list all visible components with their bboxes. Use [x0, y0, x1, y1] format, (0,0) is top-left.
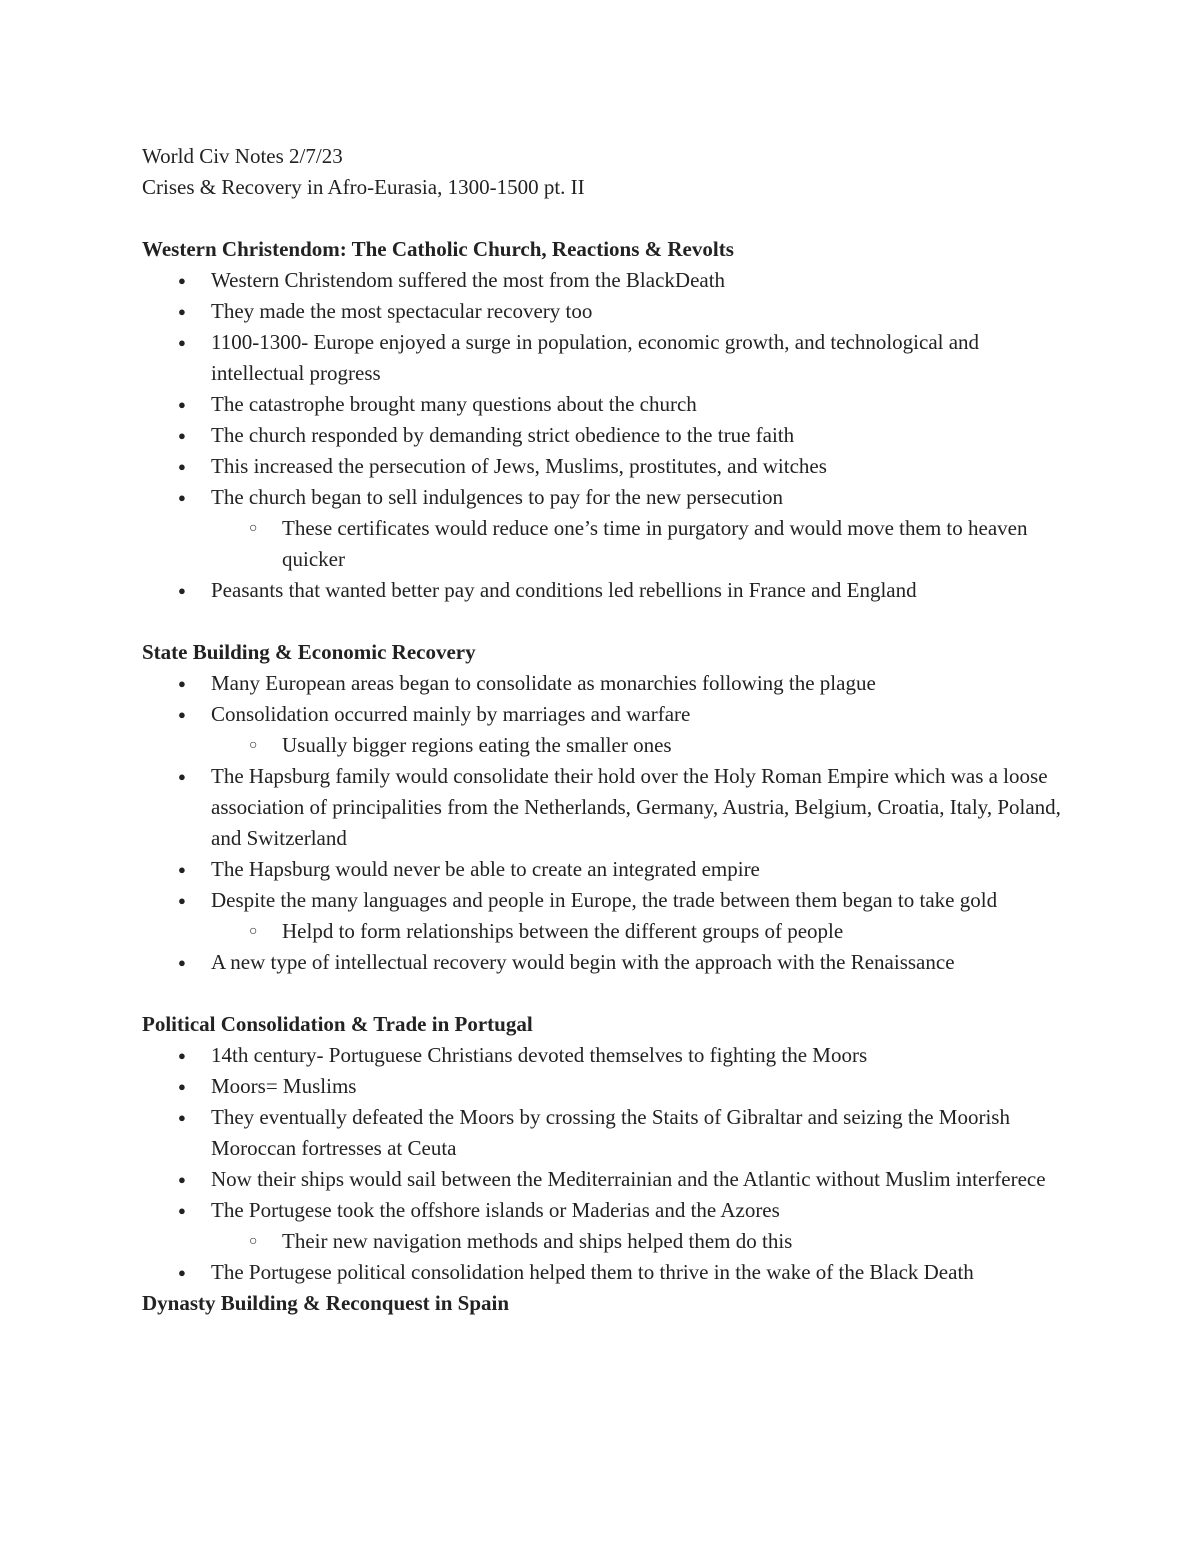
bullet-text: The Portugese political consolidation helped them to thrive in the wake of the Black Death [211, 1260, 974, 1284]
sub-bullet-item [211, 513, 1062, 575]
bullet-text: Moors= Muslims [211, 1074, 357, 1098]
bullet-item [142, 1164, 1062, 1195]
bullet-text: Peasants that wanted better pay and conditions led rebellions in France and England [211, 578, 917, 602]
bullet-text: The church responded by demanding strict obedience to the true faith [211, 423, 795, 447]
bullet-list [142, 668, 1062, 978]
bullet-item [142, 1195, 1062, 1257]
sub-bullet-item [211, 916, 1062, 947]
bullet-item [142, 389, 1062, 420]
spacer [142, 203, 1062, 234]
bullet-item [142, 327, 1062, 389]
bullet-item [142, 420, 1062, 451]
bullet-list [142, 265, 1062, 606]
section-heading: Political Consolidation & Trade in Portugal [142, 1012, 533, 1036]
section-heading: Western Christendom: The Catholic Church, Reactions & Revolts [142, 237, 734, 261]
spacer [142, 978, 1062, 1009]
sub-bullet-text: Usually bigger regions eating the smaller ones [282, 733, 672, 757]
bullet-item [142, 699, 1062, 761]
bullet-item [142, 854, 1062, 885]
bullet-item [142, 1071, 1062, 1102]
page-subtitle: Crises & Recovery in Afro-Eurasia, 1300-1500 pt. II [142, 175, 585, 199]
bullet-text: The Hapsburg would never be able to create an integrated empire [211, 857, 760, 881]
document-content [142, 141, 1062, 1319]
bullet-item [142, 451, 1062, 482]
bullet-text: Now their ships would sail between the Mediterrainian and the Atlantic without Muslim interferece [211, 1167, 1046, 1191]
sub-bullet-list [142, 1226, 1062, 1257]
bullet-text: Consolidation occurred mainly by marriages and warfare [211, 702, 691, 726]
bullet-text: Many European areas began to consolidate as monarchies following the plague [211, 671, 876, 695]
sub-bullet-text: Helpd to form relationships between the different groups of people [282, 919, 844, 943]
bullet-text: Western Christendom suffered the most from the BlackDeath [211, 268, 726, 292]
sub-bullet-item [211, 1226, 1062, 1257]
bullet-text: The Hapsburg family would consolidate their hold over the Holy Roman Empire which was a loose association of principalities from the Netherlands, Germany, Austria, Belgium, Croatia, Italy, Poland, and Switzerland [211, 764, 1061, 850]
notes-body [142, 234, 1062, 1319]
bullet-item [142, 761, 1062, 854]
bullet-text: They eventually defeated the Moors by crossing the Staits of Gibraltar and seizing the Moorish Moroccan fortresses at Ceuta [211, 1105, 1010, 1160]
bullet-item [142, 885, 1062, 947]
section-heading: Dynasty Building & Reconquest in Spain [142, 1291, 510, 1315]
bullet-text: 1100-1300- Europe enjoyed a surge in population, economic growth, and technological and intellectual progress [211, 330, 980, 385]
bullet-text: The church began to sell indulgences to pay for the new persecution [211, 485, 784, 509]
bullet-text: 14th century- Portuguese Christians devoted themselves to fighting the Moors [211, 1043, 868, 1067]
bullet-item [142, 668, 1062, 699]
sub-bullet-text: Their new navigation methods and ships helped them do this [282, 1229, 793, 1253]
sub-bullet-item [211, 730, 1062, 761]
bullet-item [142, 265, 1062, 296]
bullet-text: Despite the many languages and people in Europe, the trade between them began to take gold [211, 888, 998, 912]
bullet-item [142, 296, 1062, 327]
bullet-item [142, 1257, 1062, 1288]
bullet-text: The Portugese took the offshore islands or Maderias and the Azores [211, 1198, 780, 1222]
page-title: World Civ Notes 2/7/23 [142, 144, 343, 168]
bullet-item [142, 575, 1062, 606]
bullet-text: A new type of intellectual recovery would begin with the approach with the Renaissance [211, 950, 955, 974]
bullet-item [142, 947, 1062, 978]
bullet-text: This increased the persecution of Jews, Muslims, prostitutes, and witches [211, 454, 827, 478]
sub-bullet-list [142, 730, 1062, 761]
bullet-item [142, 1102, 1062, 1164]
spacer [142, 606, 1062, 637]
bullet-item [142, 1040, 1062, 1071]
sub-bullet-list [142, 513, 1062, 575]
bullet-text: The catastrophe brought many questions about the church [211, 392, 697, 416]
bullet-item [142, 482, 1062, 575]
sub-bullet-text: These certificates would reduce one’s time in purgatory and would move them to heaven quicker [282, 516, 1028, 571]
bullet-list [142, 1040, 1062, 1288]
sub-bullet-list [142, 916, 1062, 947]
section-heading: State Building & Economic Recovery [142, 640, 476, 664]
bullet-text: They made the most spectacular recovery too [211, 299, 593, 323]
